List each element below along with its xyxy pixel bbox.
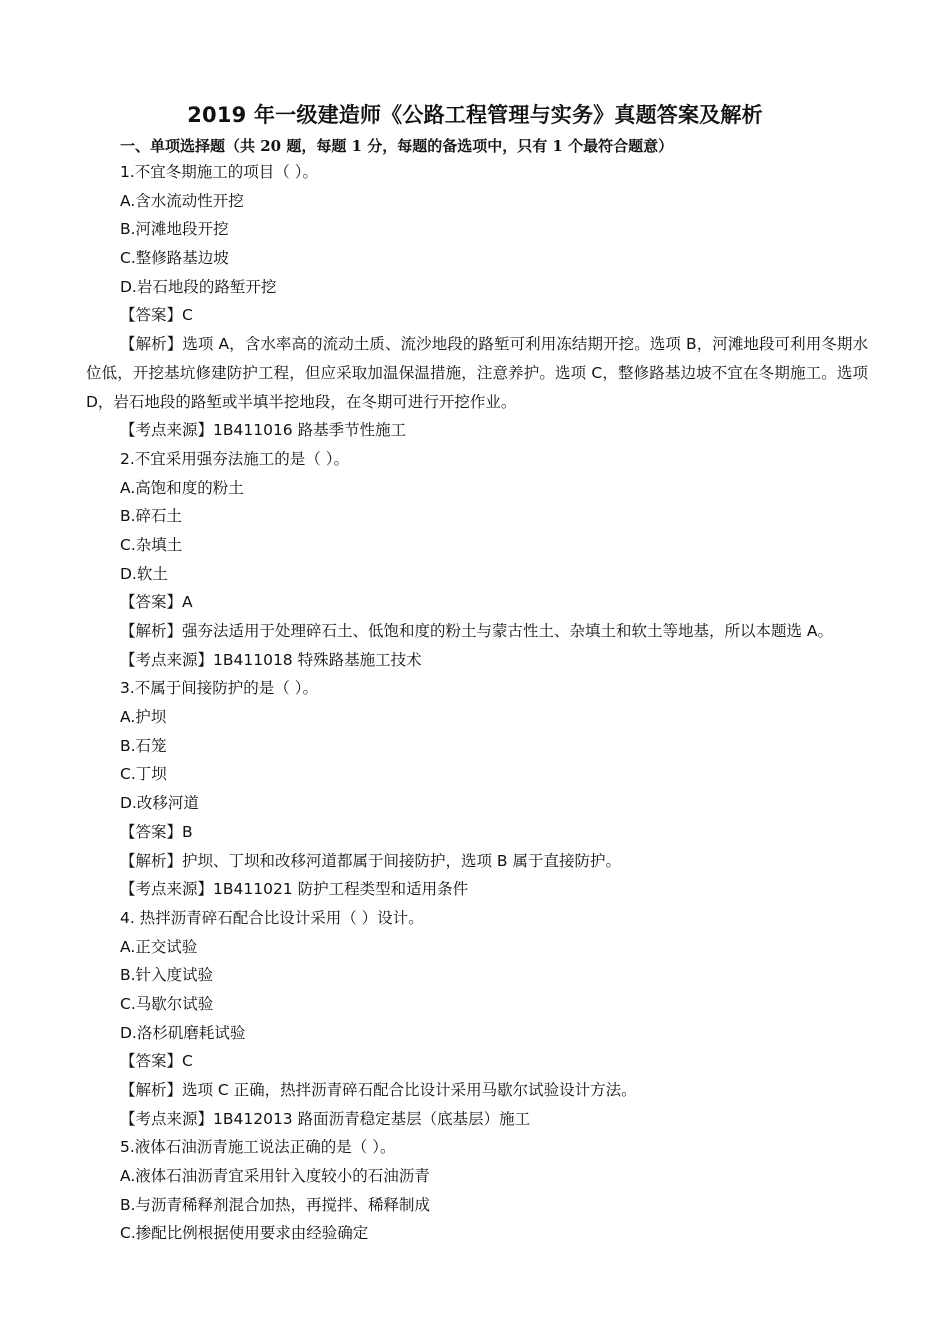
question-stem: 1.不宜冬期施工的项目（ ）。 [120,163,318,181]
answer: 【答案】A [120,593,193,612]
answer: 【答案】C [120,1052,193,1071]
option-a: A.高饱和度的粉土 [120,478,244,497]
answer: 【答案】B [120,822,193,841]
analysis: 【解析】选项 C 正确，热拌沥青碎石配合比设计采用马歇尔试验设计方法。 [120,1081,637,1100]
option-a: A.含水流动性开挖 [120,191,244,210]
option-b: B.石笼 [120,736,167,755]
analysis: 【解析】选项 A，含水率高的流动土质、流沙地段的路堑可利用冻结期开挖。选项 B，河滩地段可利用冬期水位低，开挖基坑修建防护工程，但应采取加温保温措施，注意养护。选项 C，整修路基边坡不宜在冬期施工。选项 D，岩石地段的路堑或半填半挖地段，在冬期可进行开挖作业。 [86,335,868,411]
question-stem: 5.液体石油沥青施工说法正确的是（ ）。 [120,1138,396,1157]
option-b: B.碎石土 [120,507,183,526]
option-c: C.马歇尔试验 [120,994,214,1013]
document-title: 2019 年一级建造师《公路工程管理与实务》真题答案及解析 [187,103,763,127]
option-c: C.整修路基边坡 [120,249,229,268]
option-a: A.液体石油沥青宜采用针入度较小的石油沥青 [120,1167,430,1186]
question-block [86,674,868,904]
question-block [86,445,868,675]
option-d: D.改移河道 [120,794,199,813]
question-stem: 2.不宜采用强夯法施工的是（ ）。 [120,449,349,468]
option-b: B.针入度试验 [120,966,214,985]
source: 【考点来源】1B412013 路面沥青稳定基层（底基层）施工 [120,1109,531,1128]
option-b: B.河滩地段开挖 [120,220,229,239]
answer: 【答案】C [120,306,193,325]
option-c: C.杂填土 [120,535,183,554]
question-stem: 3.不属于间接防护的是（ ）。 [120,679,318,698]
option-c: C.丁坝 [120,765,167,784]
document-body [86,158,868,1248]
source: 【考点来源】1B411021 防护工程类型和适用条件 [120,880,469,899]
option-d: D.软土 [120,564,168,583]
option-a: A.护坝 [120,708,167,727]
option-a: A.正交试验 [120,937,198,956]
question-block [86,1133,868,1248]
option-c: C.掺配比例根据使用要求由经验确定 [120,1224,369,1243]
question-stem: 4. 热拌沥青碎石配合比设计采用（ ）设计。 [120,908,424,927]
question-block [86,158,868,445]
source: 【考点来源】1B411016 路基季节性施工 [120,421,407,440]
source: 【考点来源】1B411018 特殊路基施工技术 [120,650,422,669]
analysis: 【解析】强夯法适用于处理碎石土、低饱和度的粉土与蒙古性土、杂填土和软土等地基，所以本题选 A。 [120,622,834,641]
option-d: D.洛杉矶磨耗试验 [120,1023,246,1042]
option-d: D.岩石地段的路堑开挖 [120,277,277,296]
question-block [86,904,868,1134]
analysis: 【解析】护坝、丁坝和改移河道都属于间接防护，选项 B 属于直接防护。 [120,851,621,870]
option-b: B.与沥青稀释剂混合加热，再搅拌、稀释制成 [120,1195,431,1214]
section-heading: 一、单项选择题（共 20 题，每题 1 分，每题的备选项中，只有 1 个最符合题意） [120,137,674,155]
